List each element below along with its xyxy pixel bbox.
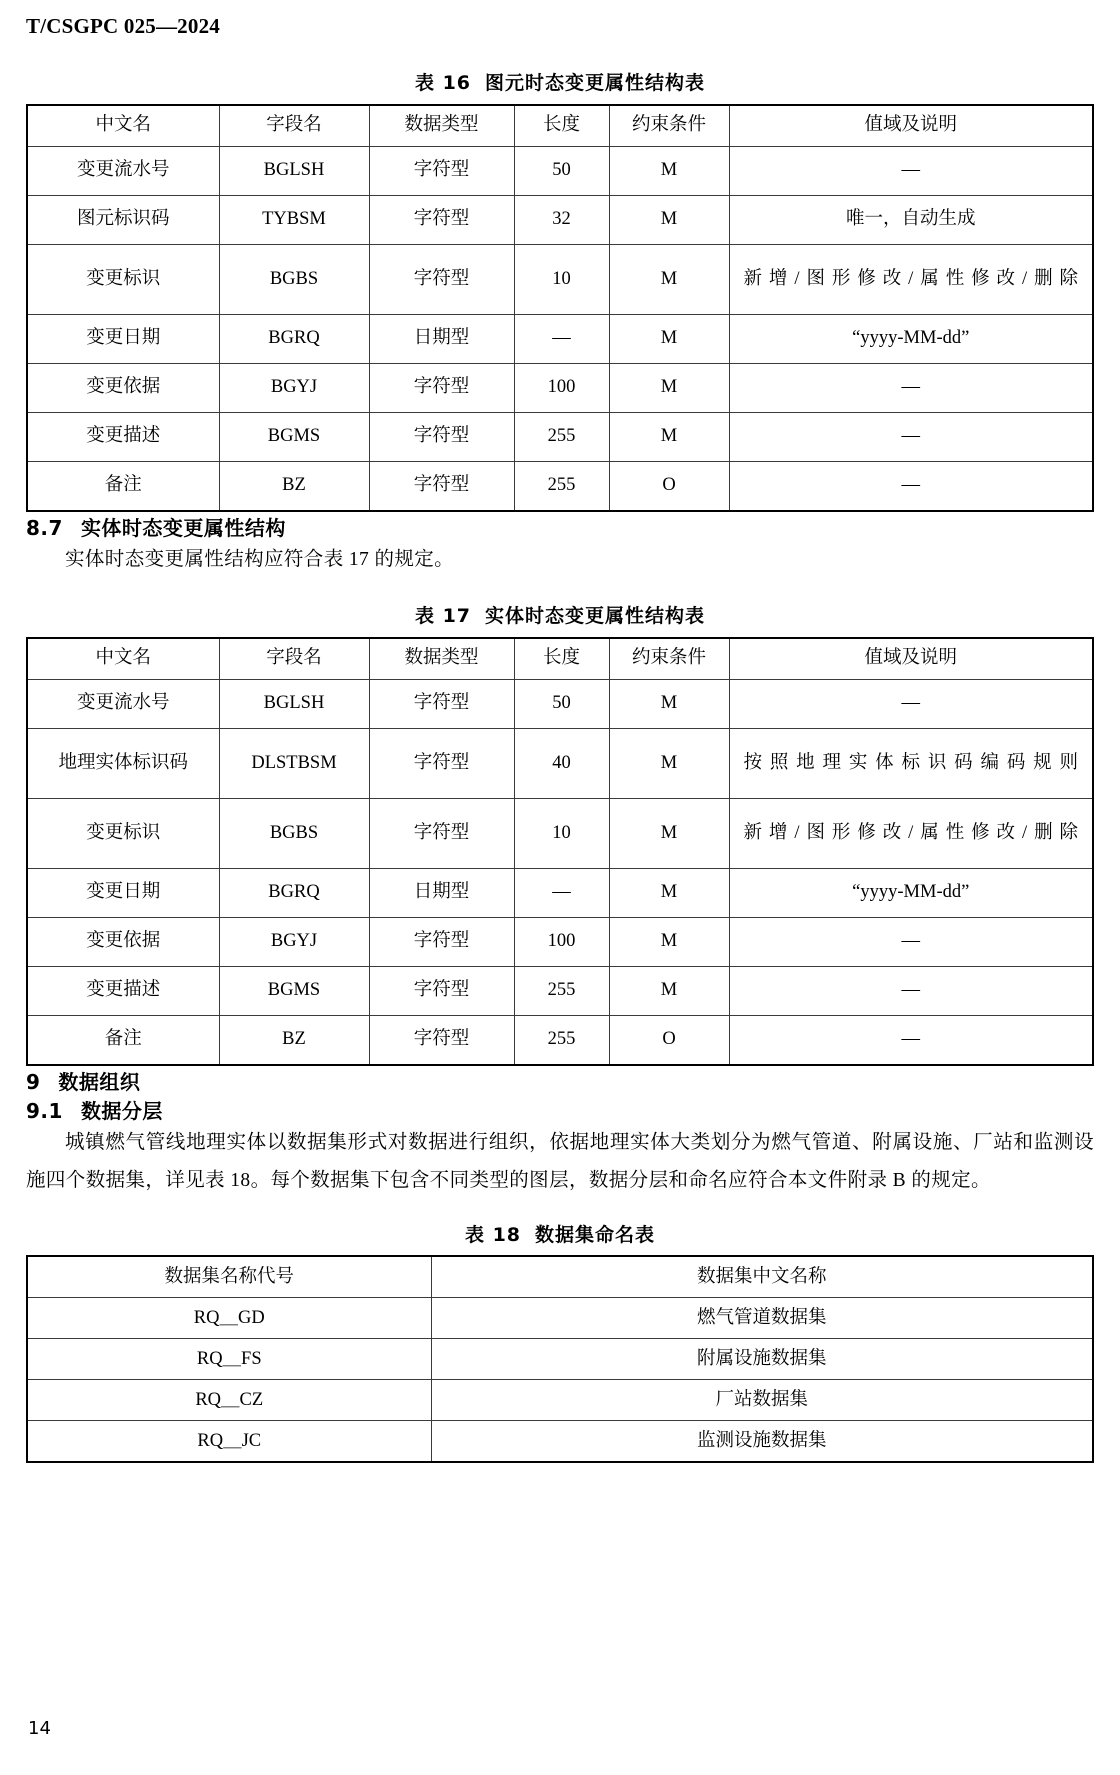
cell-dataset-name: 燃气管道数据集 xyxy=(431,1298,1093,1339)
table-18-header-row xyxy=(27,1256,1093,1298)
cell-name: 变更描述 xyxy=(27,966,219,1015)
table-row xyxy=(27,412,1093,461)
table-18-caption-title: 数据集命名表 xyxy=(535,1223,656,1246)
cell-type: 字符型 xyxy=(369,412,514,461)
table-row xyxy=(27,917,1093,966)
cell-length: 50 xyxy=(514,679,609,728)
table-16 xyxy=(26,104,1094,512)
cell-field: BGBS xyxy=(219,798,369,868)
cell-length: — xyxy=(514,314,609,363)
table-row xyxy=(27,314,1093,363)
section-title-8-7: 实体时态变更属性结构 xyxy=(80,515,286,540)
cell-constraint: M xyxy=(609,195,729,244)
cell-dataset-name: 监测设施数据集 xyxy=(431,1421,1093,1463)
cell-name: 变更标识 xyxy=(27,798,219,868)
table-16-caption-title: 图元时态变更属性结构表 xyxy=(485,72,706,94)
cell-constraint: M xyxy=(609,728,729,798)
table-17-col-header-field: 字段名 xyxy=(219,638,369,680)
cell-dataset-code: RQ＿GD xyxy=(27,1298,431,1339)
cell-constraint: M xyxy=(609,917,729,966)
section-heading-9 xyxy=(26,1066,1094,1095)
section-heading-8-7 xyxy=(26,512,1094,541)
cell-constraint: M xyxy=(609,966,729,1015)
cell-length: — xyxy=(514,868,609,917)
table-18-caption xyxy=(26,1224,1094,1247)
cell-length: 255 xyxy=(514,412,609,461)
table-16-caption xyxy=(26,72,1094,95)
cell-desc: 新增/图形修改/属性修改/删除 xyxy=(729,798,1093,868)
cell-length: 255 xyxy=(514,461,609,511)
cell-name: 备注 xyxy=(27,461,219,511)
cell-type: 字符型 xyxy=(369,363,514,412)
cell-dataset-name: 附属设施数据集 xyxy=(431,1339,1093,1380)
table-16-caption-number: 表 16 xyxy=(414,72,472,94)
cell-field: BGRQ xyxy=(219,314,369,363)
cell-constraint: M xyxy=(609,146,729,195)
cell-name: 变更流水号 xyxy=(27,679,219,728)
section-8-7-paragraph: 实体时态变更属性结构应符合表 17 的规定。 xyxy=(65,548,455,570)
table-18-col-header-code: 数据集名称代号 xyxy=(27,1256,431,1298)
cell-type: 日期型 xyxy=(369,868,514,917)
cell-type: 字符型 xyxy=(369,679,514,728)
cell-length: 40 xyxy=(514,728,609,798)
cell-desc: — xyxy=(729,363,1093,412)
cell-name: 变更流水号 xyxy=(27,146,219,195)
cell-desc: — xyxy=(729,461,1093,511)
cell-desc: 按照地理实体标识码编码规则 xyxy=(729,728,1093,798)
section-title-9-1: 数据分层 xyxy=(80,1098,163,1123)
cell-field: BGLSH xyxy=(219,146,369,195)
table-17 xyxy=(26,637,1094,1066)
table-row xyxy=(27,868,1093,917)
table-17-caption-title: 实体时态变更属性结构表 xyxy=(485,604,706,627)
table-18 xyxy=(26,1255,1094,1463)
cell-type: 字符型 xyxy=(369,146,514,195)
table-16-col-header-name: 中文名 xyxy=(27,105,219,147)
table-17-col-header-length: 长度 xyxy=(514,638,609,680)
table-17-header-row xyxy=(27,638,1093,680)
cell-desc: — xyxy=(729,412,1093,461)
cell-name: 变更描述 xyxy=(27,412,219,461)
cell-field: BGMS xyxy=(219,966,369,1015)
cell-dataset-code: RQ＿JC xyxy=(27,1421,431,1463)
cell-field: BGRQ xyxy=(219,868,369,917)
cell-desc: — xyxy=(729,1015,1093,1065)
cell-length: 100 xyxy=(514,363,609,412)
section-9-1-paragraph: 城镇燃气管线地理实体以数据集形式对数据进行组织，依据地理实体大类划分为燃气管道、附属设施、厂站和监测设施四个数据集，详见表 18。每个数据集下包含不同类型的图层，数据分层和命名应符合本文件附录 B 的规定。 xyxy=(26,1131,1094,1191)
table-17-col-header-desc: 值域及说明 xyxy=(729,638,1093,680)
cell-desc: “yyyy-MM-dd” xyxy=(729,314,1093,363)
cell-constraint: M xyxy=(609,314,729,363)
cell-desc: — xyxy=(729,917,1093,966)
table-18-caption-number: 表 18 xyxy=(464,1223,522,1246)
cell-dataset-name: 厂站数据集 xyxy=(431,1380,1093,1421)
cell-field: TYBSM xyxy=(219,195,369,244)
cell-field: BGMS xyxy=(219,412,369,461)
cell-length: 32 xyxy=(514,195,609,244)
page-number: 14 xyxy=(28,1718,51,1739)
table-row xyxy=(27,1380,1093,1421)
cell-type: 字符型 xyxy=(369,1015,514,1065)
running-header: T/CSGPC 025—2024 xyxy=(26,14,220,38)
table-row xyxy=(27,798,1093,868)
cell-constraint: O xyxy=(609,461,729,511)
table-row xyxy=(27,244,1093,314)
table-row xyxy=(27,195,1093,244)
cell-field: DLSTBSM xyxy=(219,728,369,798)
cell-field: BGYJ xyxy=(219,363,369,412)
section-number-8-7: 8.7 xyxy=(26,515,63,540)
cell-length: 10 xyxy=(514,798,609,868)
table-row xyxy=(27,679,1093,728)
cell-type: 字符型 xyxy=(369,798,514,868)
cell-field: BGBS xyxy=(219,244,369,314)
cell-constraint: M xyxy=(609,679,729,728)
cell-desc: “yyyy-MM-dd” xyxy=(729,868,1093,917)
table-18-col-header-name: 数据集中文名称 xyxy=(431,1256,1093,1298)
cell-field: BZ xyxy=(219,461,369,511)
cell-type: 字符型 xyxy=(369,917,514,966)
section-title-9: 数据组织 xyxy=(58,1069,141,1094)
table-17-caption xyxy=(26,605,1094,628)
cell-dataset-code: RQ＿CZ xyxy=(27,1380,431,1421)
cell-constraint: M xyxy=(609,798,729,868)
table-16-col-header-length: 长度 xyxy=(514,105,609,147)
cell-length: 50 xyxy=(514,146,609,195)
cell-name: 变更日期 xyxy=(27,868,219,917)
section-number-9: 9 xyxy=(26,1069,41,1094)
cell-field: BGYJ xyxy=(219,917,369,966)
table-16-col-header-desc: 值域及说明 xyxy=(729,105,1093,147)
cell-type: 字符型 xyxy=(369,195,514,244)
section-number-9-1: 9.1 xyxy=(26,1098,63,1123)
cell-length: 100 xyxy=(514,917,609,966)
table-row xyxy=(27,1015,1093,1065)
table-17-caption-number: 表 17 xyxy=(414,604,472,627)
cell-type: 日期型 xyxy=(369,314,514,363)
cell-field: BZ xyxy=(219,1015,369,1065)
cell-length: 255 xyxy=(514,966,609,1015)
cell-constraint: M xyxy=(609,412,729,461)
table-16-col-header-field: 字段名 xyxy=(219,105,369,147)
cell-dataset-code: RQ＿FS xyxy=(27,1339,431,1380)
cell-constraint: M xyxy=(609,363,729,412)
table-row xyxy=(27,1298,1093,1339)
cell-desc: — xyxy=(729,966,1093,1015)
cell-length: 10 xyxy=(514,244,609,314)
table-16-col-header-constraint: 约束条件 xyxy=(609,105,729,147)
cell-type: 字符型 xyxy=(369,728,514,798)
cell-name: 变更依据 xyxy=(27,917,219,966)
cell-name: 变更依据 xyxy=(27,363,219,412)
section-heading-9-1 xyxy=(26,1095,1094,1124)
table-16-header-row xyxy=(27,105,1093,147)
cell-desc: — xyxy=(729,679,1093,728)
cell-constraint: O xyxy=(609,1015,729,1065)
cell-type: 字符型 xyxy=(369,461,514,511)
cell-desc: — xyxy=(729,146,1093,195)
table-16-col-header-type: 数据类型 xyxy=(369,105,514,147)
table-row xyxy=(27,1339,1093,1380)
table-row xyxy=(27,461,1093,511)
cell-desc: 新增/图形修改/属性修改/删除 xyxy=(729,244,1093,314)
cell-type: 字符型 xyxy=(369,244,514,314)
table-17-col-header-constraint: 约束条件 xyxy=(609,638,729,680)
table-row xyxy=(27,363,1093,412)
table-17-col-header-type: 数据类型 xyxy=(369,638,514,680)
cell-name: 地理实体标识码 xyxy=(27,728,219,798)
cell-name: 变更日期 xyxy=(27,314,219,363)
cell-name: 备注 xyxy=(27,1015,219,1065)
cell-constraint: M xyxy=(609,868,729,917)
cell-desc: 唯一，自动生成 xyxy=(729,195,1093,244)
cell-length: 255 xyxy=(514,1015,609,1065)
table-row xyxy=(27,966,1093,1015)
cell-name: 变更标识 xyxy=(27,244,219,314)
cell-constraint: M xyxy=(609,244,729,314)
cell-type: 字符型 xyxy=(369,966,514,1015)
cell-field: BGLSH xyxy=(219,679,369,728)
table-row xyxy=(27,728,1093,798)
table-row xyxy=(27,146,1093,195)
table-17-col-header-name: 中文名 xyxy=(27,638,219,680)
cell-name: 图元标识码 xyxy=(27,195,219,244)
table-row xyxy=(27,1421,1093,1463)
